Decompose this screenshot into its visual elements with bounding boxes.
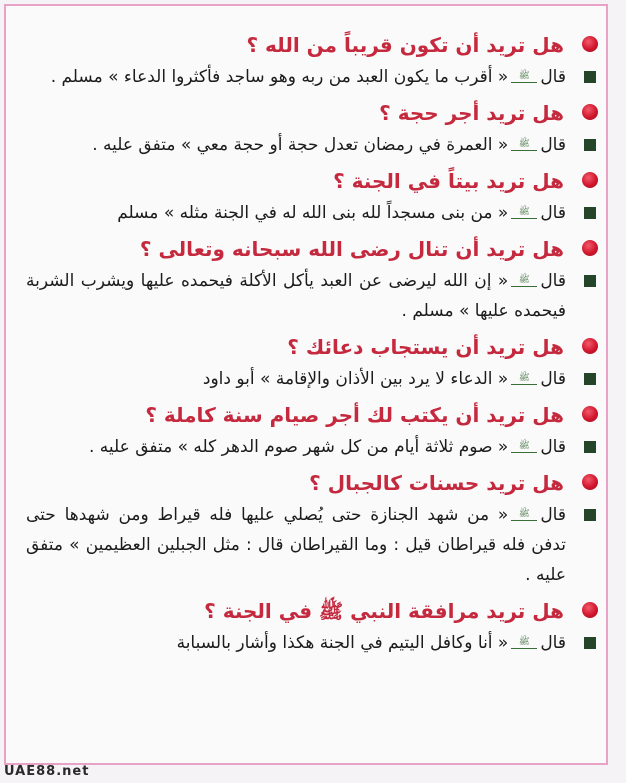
content — [6, 28, 606, 662]
said-label: قال — [540, 505, 566, 525]
square-bullet-icon — [584, 441, 596, 453]
salawat-seal-icon: ﷺ — [511, 275, 537, 287]
square-bullet-icon — [584, 637, 596, 649]
hadith-5 — [26, 364, 566, 394]
red-dot-icon — [582, 172, 598, 188]
red-dot-icon — [582, 240, 598, 256]
square-bullet-icon — [584, 139, 596, 151]
said-label: قال — [540, 633, 566, 653]
salawat-seal-icon: ﷺ — [511, 441, 537, 453]
hadith-7 — [26, 500, 566, 590]
question-3 — [26, 164, 566, 198]
question-text: هل تريد أن يستجاب دعائك ؟ — [287, 335, 564, 359]
said-label: قال — [540, 67, 566, 87]
salawat-seal-icon: ﷺ — [511, 373, 537, 385]
red-dot-icon — [582, 36, 598, 52]
question-text: هل تريد أن يكتب لك أجر صيام سنة كاملة ؟ — [145, 403, 564, 427]
hadith-text: « أقرب ما يكون العبد من ربه وهو ساجد فأكثروا الدعاء » مسلم . — [50, 67, 509, 87]
hadith-text: « العمرة في رمضان تعدل حجة أو حجة معي » متفق عليه . — [92, 135, 509, 155]
said-label: قال — [540, 203, 566, 223]
question-text: هل تريد أجر حجة ؟ — [379, 101, 564, 125]
salawat-seal-icon: ﷺ — [511, 637, 537, 649]
question-4 — [26, 232, 566, 266]
question-8 — [26, 594, 566, 628]
salawat-seal-icon: ﷺ — [511, 139, 537, 151]
said-label: قال — [540, 437, 566, 457]
question-text: هل تريد بيتاً في الجنة ؟ — [333, 169, 564, 193]
square-bullet-icon — [584, 275, 596, 287]
said-label: قال — [540, 369, 566, 389]
hadith-text: « من بنى مسجداً لله بنى الله له في الجنة مثله » مسلم — [117, 203, 509, 223]
hadith-text: « أنا وكافل اليتيم في الجنة هكذا وأشار بالسبابة — [176, 633, 509, 653]
hadith-text: « إن الله ليرضى عن العبد يأكل الأكلة فيحمده عليها ويشرب الشربة فيحمده عليها » مسلم . — [26, 271, 566, 321]
red-dot-icon — [582, 104, 598, 120]
question-2 — [26, 96, 566, 130]
page-frame — [4, 4, 608, 765]
red-dot-icon — [582, 406, 598, 422]
said-label: قال — [540, 135, 566, 155]
square-bullet-icon — [584, 509, 596, 521]
hadith-4 — [26, 266, 566, 326]
hadith-text: « صوم ثلاثة أيام من كل شهر صوم الدهر كله » متفق عليه . — [88, 437, 509, 457]
salawat-seal-icon: ﷺ — [511, 71, 537, 83]
hadith-8 — [26, 628, 566, 658]
square-bullet-icon — [584, 71, 596, 83]
question-5 — [26, 330, 566, 364]
question-text: هل تريد أن تكون قريباً من الله ؟ — [246, 33, 564, 57]
hadith-6 — [26, 432, 566, 462]
square-bullet-icon — [584, 373, 596, 385]
question-1 — [26, 28, 566, 62]
site-watermark: UAE88.net — [4, 764, 90, 779]
salawat-seal-icon: ﷺ — [511, 207, 537, 219]
hadith-text: « من شهد الجنازة حتى يُصلي عليها فله قيراط ومن شهدها حتى تدفن فله قيراطان قيل : وما القيراطان قال : مثل الجبلين العظيمين » متفق عليه . — [26, 505, 566, 585]
hadith-2 — [26, 130, 566, 160]
hadith-3 — [26, 198, 566, 228]
red-dot-icon — [582, 474, 598, 490]
question-7 — [26, 466, 566, 500]
square-bullet-icon — [584, 207, 596, 219]
question-6 — [26, 398, 566, 432]
question-text: هل تريد مرافقة النبي ﷺ في الجنة ؟ — [204, 599, 564, 623]
said-label: قال — [540, 271, 566, 291]
salawat-seal-icon: ﷺ — [511, 509, 537, 521]
red-dot-icon — [582, 338, 598, 354]
question-text: هل تريد حسنات كالجبال ؟ — [309, 471, 564, 495]
hadith-text: « الدعاء لا يرد بين الأذان والإقامة » أبو داود — [202, 369, 509, 389]
red-dot-icon — [582, 602, 598, 618]
hadith-1 — [26, 62, 566, 92]
question-text: هل تريد أن تنال رضى الله سبحانه وتعالى ؟ — [139, 237, 564, 261]
